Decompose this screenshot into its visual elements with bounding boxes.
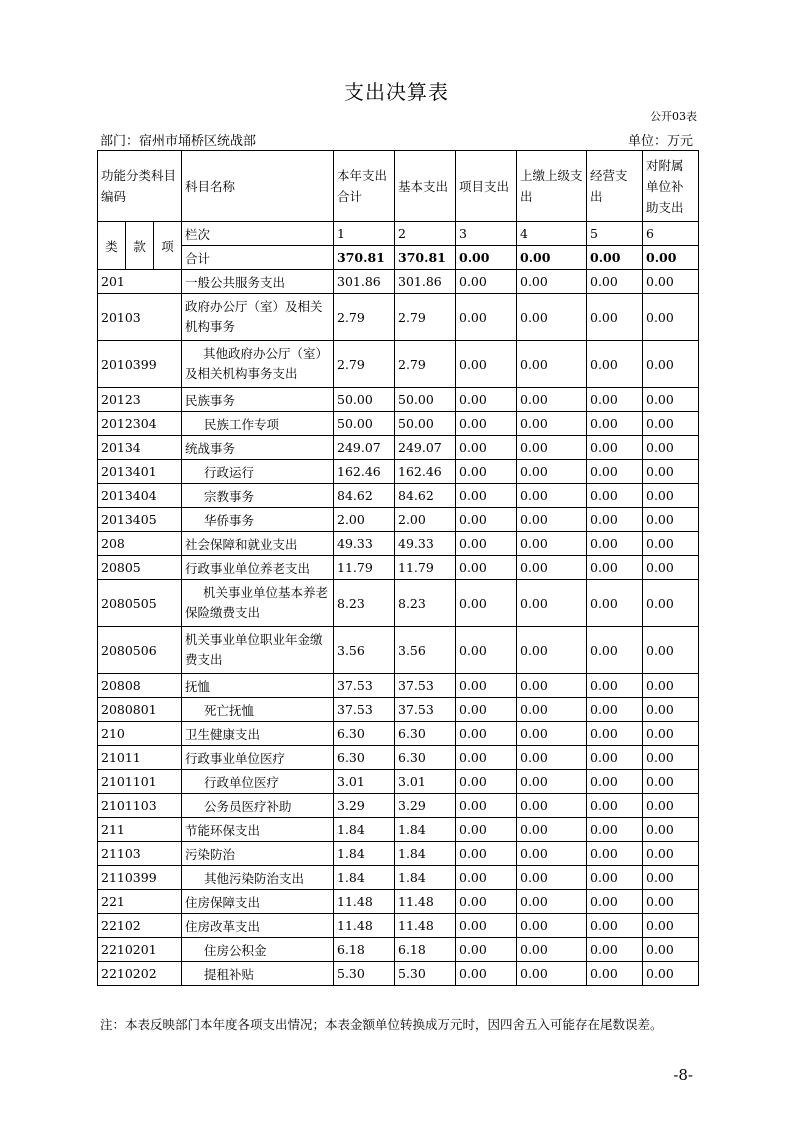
- total-value: 370.81: [334, 246, 395, 270]
- table-row: [98, 890, 699, 914]
- row-subject-name: 提租补贴: [182, 962, 334, 986]
- row-value: 37.53: [334, 698, 395, 722]
- row-value: 1.84: [395, 866, 456, 890]
- row-code: 20123: [98, 388, 182, 412]
- row-value: 0.00: [517, 388, 587, 412]
- row-subject-name: 住房保障支出: [182, 890, 334, 914]
- row-value: 0.00: [517, 770, 587, 794]
- row-value: 0.00: [587, 532, 643, 556]
- row-code: 201: [98, 270, 182, 294]
- row-code: 2080801: [98, 698, 182, 722]
- row-code: 208: [98, 532, 182, 556]
- row-value: 0.00: [517, 818, 587, 842]
- header-xiang: 项: [154, 222, 182, 270]
- row-value: 49.33: [334, 532, 395, 556]
- row-code: 2013405: [98, 508, 182, 532]
- row-value: 0.00: [517, 698, 587, 722]
- table-row: [98, 556, 699, 580]
- row-value: 0.00: [643, 914, 699, 938]
- row-value: 0.00: [456, 484, 517, 508]
- row-value: 3.56: [395, 627, 456, 674]
- row-value: 6.30: [395, 722, 456, 746]
- row-code: 21011: [98, 746, 182, 770]
- row-value: 0.00: [456, 627, 517, 674]
- total-row: [98, 246, 699, 270]
- row-value: 0.00: [643, 436, 699, 460]
- row-value: 0.00: [456, 698, 517, 722]
- row-subject-name: 机关事业单位基本养老保险缴费支出: [182, 580, 334, 627]
- row-value: 0.00: [643, 890, 699, 914]
- row-value: 0.00: [517, 938, 587, 962]
- row-value: 0.00: [517, 914, 587, 938]
- row-value: 0.00: [517, 270, 587, 294]
- row-value: 37.53: [334, 674, 395, 698]
- table-row: [98, 794, 699, 818]
- row-value: 2.79: [395, 294, 456, 341]
- header-subject-name: 科目名称: [182, 151, 334, 222]
- row-value: 2.79: [334, 294, 395, 341]
- row-code: 2013401: [98, 460, 182, 484]
- row-value: 0.00: [517, 556, 587, 580]
- row-subject-name: 政府办公厅（室）及相关机构事务: [182, 294, 334, 341]
- row-subject-name: 社会保障和就业支出: [182, 532, 334, 556]
- row-value: 3.01: [395, 770, 456, 794]
- footnote: 注：本表反映部门本年度各项支出情况；本表金额单位转换成万元时，因四舍五入可能存在尾数误差。: [100, 1017, 663, 1032]
- row-subject-name: 其他政府办公厅（室）及相关机构事务支出: [182, 341, 334, 388]
- row-value: 0.00: [643, 412, 699, 436]
- row-subject-name: 节能环保支出: [182, 818, 334, 842]
- row-value: 2.79: [334, 341, 395, 388]
- row-value: 0.00: [456, 842, 517, 866]
- row-value: 0.00: [587, 412, 643, 436]
- row-value: 0.00: [587, 294, 643, 341]
- row-value: 0.00: [643, 532, 699, 556]
- row-value: 3.29: [334, 794, 395, 818]
- row-subject-name: 统战事务: [182, 436, 334, 460]
- row-value: 11.79: [395, 556, 456, 580]
- row-value: 50.00: [395, 412, 456, 436]
- table-row: [98, 412, 699, 436]
- total-value: 0.00: [587, 246, 643, 270]
- row-code: 20808: [98, 674, 182, 698]
- row-subject-name: 公务员医疗补助: [182, 794, 334, 818]
- table-row: [98, 484, 699, 508]
- row-value: 3.56: [334, 627, 395, 674]
- header-upper: 上缴上级支出: [517, 151, 587, 222]
- row-value: 0.00: [587, 270, 643, 294]
- row-value: 0.00: [643, 794, 699, 818]
- row-value: 1.84: [334, 842, 395, 866]
- page-number: -8-: [673, 1066, 693, 1084]
- table-row: [98, 962, 699, 986]
- row-value: 0.00: [517, 722, 587, 746]
- page-title: 支出决算表: [344, 80, 449, 104]
- row-value: 0.00: [517, 484, 587, 508]
- table-row: [98, 722, 699, 746]
- row-subject-name: 行政运行: [182, 460, 334, 484]
- row-value: 6.18: [334, 938, 395, 962]
- row-value: 0.00: [643, 674, 699, 698]
- row-code: 2210201: [98, 938, 182, 962]
- form-number: 公开03表: [650, 110, 697, 123]
- row-value: 162.46: [395, 460, 456, 484]
- row-value: 0.00: [517, 890, 587, 914]
- row-value: 0.00: [456, 388, 517, 412]
- row-value: 0.00: [587, 770, 643, 794]
- row-value: 0.00: [643, 580, 699, 627]
- row-code: 2210202: [98, 962, 182, 986]
- row-value: 0.00: [643, 341, 699, 388]
- row-value: 0.00: [456, 962, 517, 986]
- row-value: 0.00: [587, 460, 643, 484]
- row-value: 1.84: [334, 866, 395, 890]
- table-row: [98, 842, 699, 866]
- row-value: 0.00: [456, 746, 517, 770]
- row-value: 2.00: [334, 508, 395, 532]
- row-value: 1.84: [334, 818, 395, 842]
- table-row: [98, 532, 699, 556]
- row-code: 22102: [98, 914, 182, 938]
- row-subject-name: 行政单位医疗: [182, 770, 334, 794]
- col-num-3: 3: [456, 222, 517, 246]
- row-value: 0.00: [517, 674, 587, 698]
- total-value: 370.81: [395, 246, 456, 270]
- row-value: 0.00: [456, 794, 517, 818]
- col-num-5: 5: [587, 222, 643, 246]
- row-value: 0.00: [643, 484, 699, 508]
- row-value: 50.00: [395, 388, 456, 412]
- table-row: [98, 674, 699, 698]
- row-value: 0.00: [643, 770, 699, 794]
- row-value: 0.00: [643, 460, 699, 484]
- column-number-row: [98, 222, 699, 246]
- row-code: 2110399: [98, 866, 182, 890]
- row-code: 211: [98, 818, 182, 842]
- row-value: 0.00: [456, 341, 517, 388]
- row-subject-name: 民族工作专项: [182, 412, 334, 436]
- row-value: 0.00: [587, 698, 643, 722]
- row-code: 210: [98, 722, 182, 746]
- row-subject-name: 宗教事务: [182, 484, 334, 508]
- total-value: 0.00: [517, 246, 587, 270]
- row-value: 1.84: [395, 818, 456, 842]
- total-label: 合计: [182, 246, 334, 270]
- total-value: 0.00: [456, 246, 517, 270]
- row-value: 0.00: [456, 270, 517, 294]
- row-subject-name: 死亡抚恤: [182, 698, 334, 722]
- row-value: 0.00: [587, 580, 643, 627]
- row-value: 0.00: [587, 890, 643, 914]
- row-value: 0.00: [587, 794, 643, 818]
- row-value: 11.48: [334, 914, 395, 938]
- header-basic: 基本支出: [395, 151, 456, 222]
- row-value: 0.00: [587, 484, 643, 508]
- row-subject-name: 华侨事务: [182, 508, 334, 532]
- row-value: 0.00: [517, 842, 587, 866]
- table-row: [98, 460, 699, 484]
- row-value: 0.00: [643, 818, 699, 842]
- row-value: 0.00: [587, 914, 643, 938]
- row-code: 20805: [98, 556, 182, 580]
- row-value: 2.79: [395, 341, 456, 388]
- header-total: 本年支出合计: [334, 151, 395, 222]
- header-business: 经营支出: [587, 151, 643, 222]
- row-value: 0.00: [517, 436, 587, 460]
- row-value: 0.00: [517, 627, 587, 674]
- row-value: 0.00: [587, 436, 643, 460]
- row-subject-name: 行政事业单位养老支出: [182, 556, 334, 580]
- row-value: 11.48: [395, 890, 456, 914]
- row-value: 0.00: [643, 388, 699, 412]
- row-value: 84.62: [334, 484, 395, 508]
- header-row: [98, 151, 699, 222]
- row-value: 0.00: [643, 722, 699, 746]
- table-row: [98, 866, 699, 890]
- row-code: 2080506: [98, 627, 182, 674]
- row-value: 0.00: [643, 938, 699, 962]
- row-value: 0.00: [456, 508, 517, 532]
- col-num-4: 4: [517, 222, 587, 246]
- row-value: 249.07: [334, 436, 395, 460]
- row-value: 0.00: [456, 532, 517, 556]
- row-value: 11.79: [334, 556, 395, 580]
- row-value: 0.00: [456, 938, 517, 962]
- row-value: 8.23: [334, 580, 395, 627]
- row-value: 301.86: [395, 270, 456, 294]
- row-value: 0.00: [643, 508, 699, 532]
- row-code: 2012304: [98, 412, 182, 436]
- row-value: 0.00: [517, 412, 587, 436]
- table-row: [98, 388, 699, 412]
- row-value: 0.00: [456, 294, 517, 341]
- row-value: 0.00: [456, 460, 517, 484]
- row-value: 0.00: [456, 914, 517, 938]
- row-value: 0.00: [456, 866, 517, 890]
- row-value: 37.53: [395, 674, 456, 698]
- row-value: 0.00: [456, 436, 517, 460]
- row-code: 2080505: [98, 580, 182, 627]
- row-value: 0.00: [587, 674, 643, 698]
- row-value: 0.00: [456, 770, 517, 794]
- row-code: 2013404: [98, 484, 182, 508]
- table-row: [98, 580, 699, 627]
- row-value: 0.00: [517, 746, 587, 770]
- department-label: 部门：宿州市埇桥区统战部: [100, 134, 257, 149]
- row-value: 2.00: [395, 508, 456, 532]
- row-value: 0.00: [643, 698, 699, 722]
- row-value: 50.00: [334, 388, 395, 412]
- row-value: 0.00: [517, 508, 587, 532]
- row-code: 221: [98, 890, 182, 914]
- row-value: 8.23: [395, 580, 456, 627]
- header-func-code: 功能分类科目编码: [98, 151, 182, 222]
- row-value: 301.86: [334, 270, 395, 294]
- row-value: 0.00: [517, 341, 587, 388]
- row-value: 6.30: [334, 746, 395, 770]
- total-value: 0.00: [643, 246, 699, 270]
- row-value: 0.00: [517, 460, 587, 484]
- row-value: 0.00: [517, 532, 587, 556]
- row-subject-name: 其他污染防治支出: [182, 866, 334, 890]
- row-value: 0.00: [456, 818, 517, 842]
- table-row: [98, 341, 699, 388]
- row-value: 6.18: [395, 938, 456, 962]
- row-value: 3.01: [334, 770, 395, 794]
- col-num-6: 6: [643, 222, 699, 246]
- row-value: 11.48: [334, 890, 395, 914]
- row-value: 37.53: [395, 698, 456, 722]
- row-code: 20103: [98, 294, 182, 341]
- row-subject-name: 抚恤: [182, 674, 334, 698]
- row-value: 0.00: [643, 270, 699, 294]
- row-subject-name: 污染防治: [182, 842, 334, 866]
- table-row: [98, 436, 699, 460]
- table-row: [98, 818, 699, 842]
- row-subject-name: 卫生健康支出: [182, 722, 334, 746]
- row-value: 0.00: [587, 746, 643, 770]
- row-value: 5.30: [395, 962, 456, 986]
- row-value: 0.00: [456, 890, 517, 914]
- row-value: 0.00: [517, 794, 587, 818]
- row-value: 6.30: [334, 722, 395, 746]
- header-lei: 类: [98, 222, 126, 270]
- row-value: 1.84: [395, 842, 456, 866]
- header-subsidy: 对附属单位补助支出: [643, 151, 699, 222]
- row-code: 20134: [98, 436, 182, 460]
- row-value: 0.00: [456, 722, 517, 746]
- row-value: 49.33: [395, 532, 456, 556]
- table-row: [98, 270, 699, 294]
- row-value: 0.00: [587, 938, 643, 962]
- row-subject-name: 行政事业单位医疗: [182, 746, 334, 770]
- row-value: 5.30: [334, 962, 395, 986]
- col-num-1: 1: [334, 222, 395, 246]
- row-value: 0.00: [643, 866, 699, 890]
- row-value: 0.00: [643, 556, 699, 580]
- row-value: 3.29: [395, 794, 456, 818]
- unit-label: 单位：万元: [627, 134, 693, 149]
- row-value: 0.00: [643, 962, 699, 986]
- row-value: 0.00: [587, 842, 643, 866]
- table-row: [98, 938, 699, 962]
- col-num-2: 2: [395, 222, 456, 246]
- row-code: 2101101: [98, 770, 182, 794]
- row-value: 0.00: [456, 674, 517, 698]
- table-row: [98, 508, 699, 532]
- row-value: 0.00: [587, 341, 643, 388]
- row-value: 0.00: [643, 627, 699, 674]
- row-value: 0.00: [587, 818, 643, 842]
- row-value: 0.00: [517, 866, 587, 890]
- header-lanci: 栏次: [182, 222, 334, 246]
- expenditure-table: [97, 150, 699, 986]
- row-value: 0.00: [643, 746, 699, 770]
- table-row: [98, 698, 699, 722]
- row-value: 0.00: [456, 412, 517, 436]
- table-row: [98, 627, 699, 674]
- row-code: 2101103: [98, 794, 182, 818]
- row-value: 0.00: [643, 294, 699, 341]
- row-code: 2010399: [98, 341, 182, 388]
- row-subject-name: 住房改革支出: [182, 914, 334, 938]
- table-row: [98, 914, 699, 938]
- row-value: 0.00: [517, 962, 587, 986]
- row-value: 0.00: [517, 294, 587, 341]
- row-value: 11.48: [395, 914, 456, 938]
- table-row: [98, 294, 699, 341]
- row-value: 0.00: [587, 508, 643, 532]
- row-subject-name: 一般公共服务支出: [182, 270, 334, 294]
- row-value: 0.00: [587, 722, 643, 746]
- row-value: 0.00: [587, 388, 643, 412]
- row-value: 249.07: [395, 436, 456, 460]
- row-value: 0.00: [456, 556, 517, 580]
- row-subject-name: 机关事业单位职业年金缴费支出: [182, 627, 334, 674]
- row-value: 6.30: [395, 746, 456, 770]
- row-value: 0.00: [587, 866, 643, 890]
- row-value: 0.00: [587, 556, 643, 580]
- row-value: 50.00: [334, 412, 395, 436]
- row-value: 0.00: [456, 580, 517, 627]
- row-value: 0.00: [517, 580, 587, 627]
- table-row: [98, 770, 699, 794]
- row-code: 21103: [98, 842, 182, 866]
- row-value: 0.00: [643, 842, 699, 866]
- row-subject-name: 民族事务: [182, 388, 334, 412]
- header-project: 项目支出: [456, 151, 517, 222]
- header-kuan: 款: [126, 222, 154, 270]
- row-value: 0.00: [587, 962, 643, 986]
- row-value: 0.00: [587, 627, 643, 674]
- table-row: [98, 746, 699, 770]
- row-value: 84.62: [395, 484, 456, 508]
- row-subject-name: 住房公积金: [182, 938, 334, 962]
- row-value: 162.46: [334, 460, 395, 484]
